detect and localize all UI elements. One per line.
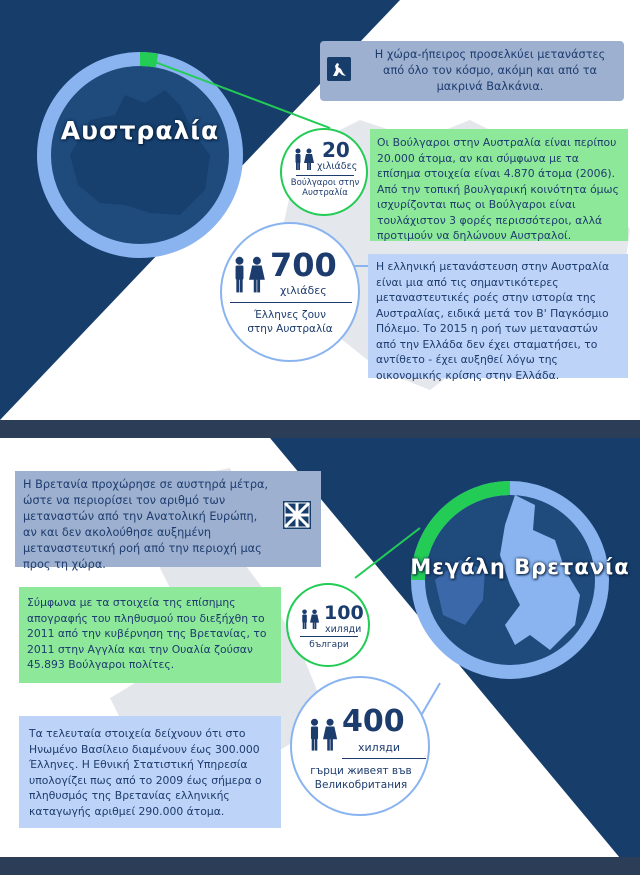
footer-band [0, 857, 640, 875]
australia-bulgarians-circle [280, 128, 368, 216]
people-icon [230, 256, 268, 294]
australia-bulgarians-text: Οι Βούλγαροι στην Αυστραλία είναι περίπου 20.000 άτομα, αν και σύμφωνα με τα επίσημα στοιχεία είναι 4.870 άτομα (2006). Από την τοπική βουλγαρική κοινότητα όμως ισχυρίζονται πως οι Βούλγαροι είναι τουλάχιστον 3 φορές περισσότεροι, αλλά προτιμούν να δηλώνουν Αυστραλοί. [377, 136, 619, 242]
australia-bulgarians-text-box [370, 129, 628, 241]
britain-bulgarians-text-box [19, 587, 281, 683]
britain-greeks-caption: гърци живеят във Великобритания [310, 765, 412, 791]
australia-quote-text: Η χώρα-ήπειρος προσελκύει μετανάστες από όλο τον κόσμο, ακόμη και από τα μακρινά Βαλκάνια. [374, 48, 606, 93]
britain-bulgarians-circle [286, 583, 370, 667]
australia-bulgarians-unit: χιλιάδες [317, 161, 358, 172]
australia-quote-box [320, 41, 624, 101]
people-icon [292, 148, 316, 170]
australia-greeks-text: Η ελληνική μετανάστευση στην Αυστραλία είναι μια από τις σημαντικότερες μεταναστευτικές ροές στην ιστορία της Αυστραλίας, ειδικά μετά τον Β' Παγκόσμιο Πόλεμο. Το 2015 η ροή των μεταναστών από την Ελλάδα δεν έχει σταματήσει, το αντίθετο - έχει αυξηθεί λόγω της οικονομικής κρίσης στην Ελλάδα. [376, 260, 610, 382]
people-icon [299, 609, 321, 629]
britain-greeks-count: 400 [342, 704, 405, 739]
australia-greeks-unit: χιλιάδες [280, 284, 327, 297]
australia-bulgarians-count: 20 [322, 138, 350, 162]
britain-bulgarians-unit: хиляди [325, 624, 362, 635]
britain-quote-box [15, 471, 321, 571]
britain-greeks-circle [290, 676, 430, 816]
britain-bulgarians-caption: българи [309, 640, 349, 650]
people-icon [306, 718, 340, 752]
britain-greeks-text: Τα τελευταία στοιχεία δείχνουν ότι στο Ηνωμένο Βασίλειο διαμένουν έως 300.000 Έλληνες. Η Εθνική Στατιστική Υπηρεσία υπολογίζει πως από το 2009 έως σήμερα ο πληθυσμός της Βρετανίας ελληνικής καταγωγής αριθμεί 290.000 άτομα. [29, 727, 262, 818]
britain-bulgarians-text: Σύμφωνα με τα στοιχεία της επίσημης απογραφής του πληθυσμού που διεξήχθη το 2011 από την κυβέρνηση της Βρετανίας, το 2011 στην Αγγλία και την Ουαλία ζούσαν 45.893 Βούλγαροι πολίτες. [27, 596, 267, 671]
section-divider [0, 420, 640, 438]
britain-greeks-unit: хиляди [358, 741, 401, 754]
australia-title: Αυστραλία [60, 116, 220, 145]
britain-bulgarians-count: 100 [324, 602, 364, 624]
australia-greeks-count: 700 [270, 246, 337, 284]
australia-greeks-caption: Έλληνες ζουν στην Αυστραλία [247, 309, 333, 335]
union-jack-icon [283, 501, 311, 529]
australia-greeks-text-box [368, 254, 628, 382]
kangaroo-icon [327, 57, 351, 81]
britain-title: Μεγάλη Βρετανία [410, 555, 630, 579]
britain-quote-text: Η Βρετανία προχώρησε σε αυστηρά μέτρα, ώστε να περιορίσει τον αριθμό των μεταναστών από την Ανατολική Ευρώπη, αν και δεν ακολούθησε αυξημένη μεταναστευτική ροή από την περιοχή μας προς τη χώρα. [23, 478, 269, 571]
britain-greeks-text-box [19, 716, 281, 828]
australia-greeks-circle [220, 222, 360, 362]
australia-bulgarians-caption: Βούλγαροι στην Αυστραλία [290, 178, 360, 198]
